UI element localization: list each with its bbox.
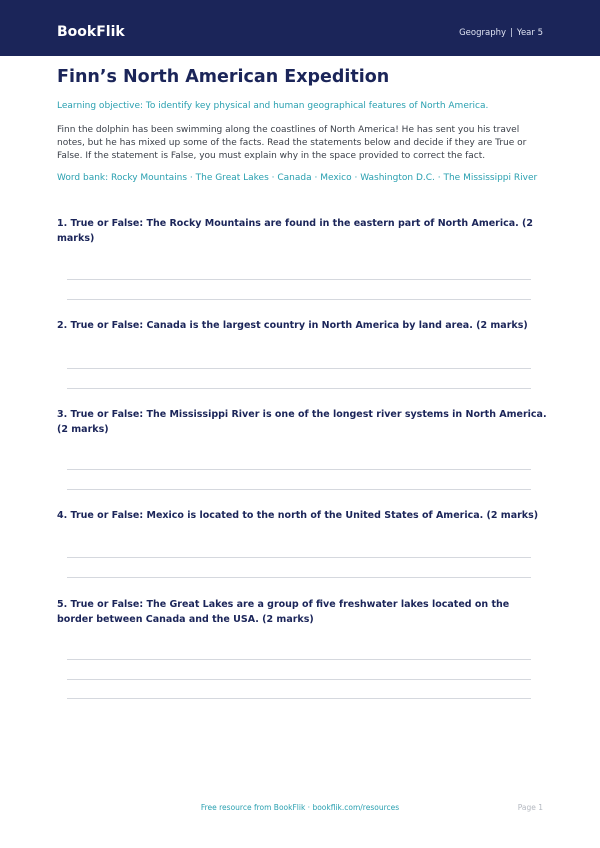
answer-line[interactable] (67, 659, 531, 660)
question-1: 1. True or False: The Rocky Mountains are found in the eastern part of North America. (2 marks) (57, 218, 534, 244)
question-3: 3. True or False: The Mississippi River is one of the longest river systems in North America. (2 marks) (57, 409, 547, 435)
footer-text: Free resource from BookFlik · bookflik.com/resources (200, 803, 400, 812)
brand-logo: BookFlik (57, 24, 125, 40)
year-label: Year 5 (516, 28, 543, 38)
question-5: 5. True or False: The Great Lakes are a group of five freshwater lakes located on the border between Canada and the USA. (2 marks) (57, 599, 510, 625)
meta-separator: | (510, 28, 513, 38)
answer-line[interactable] (67, 557, 531, 558)
answer-line[interactable] (67, 577, 531, 578)
subject-label: Geography (459, 28, 507, 38)
answer-line[interactable] (67, 489, 531, 490)
intro-paragraph: Finn the dolphin has been swimming along the coastlines of North America! He has sent you his travel notes, but he has mixed up some of the facts. Read the statements below and decide if they are True or False. If the statement is False, you must explain why in the space provided to correct the fact. (57, 125, 527, 161)
page-number: Page 1 (517, 803, 543, 812)
question-4: 4. True or False: Mexico is located to the north of the United States of America. (2 marks) (57, 510, 539, 521)
header-meta (459, 27, 543, 39)
answer-line[interactable] (67, 299, 531, 300)
answer-line[interactable] (67, 279, 531, 280)
answer-line[interactable] (67, 388, 531, 389)
answer-line[interactable] (67, 368, 531, 369)
answer-line[interactable] (67, 679, 531, 680)
word-bank: Word bank: Rocky Mountains · The Great Lakes · Canada · Mexico · Washington D.C. · The Mississippi River (57, 173, 538, 183)
page-header (0, 0, 600, 56)
answer-line[interactable] (67, 469, 531, 470)
answer-line[interactable] (67, 698, 531, 699)
question-2: 2. True or False: Canada is the largest country in North America by land area. (2 marks) (57, 320, 528, 331)
learning-objective: Learning objective: To identify key physical and human geographical features of North America. (57, 101, 489, 111)
worksheet-title: Finn’s North American Expedition (57, 67, 390, 87)
